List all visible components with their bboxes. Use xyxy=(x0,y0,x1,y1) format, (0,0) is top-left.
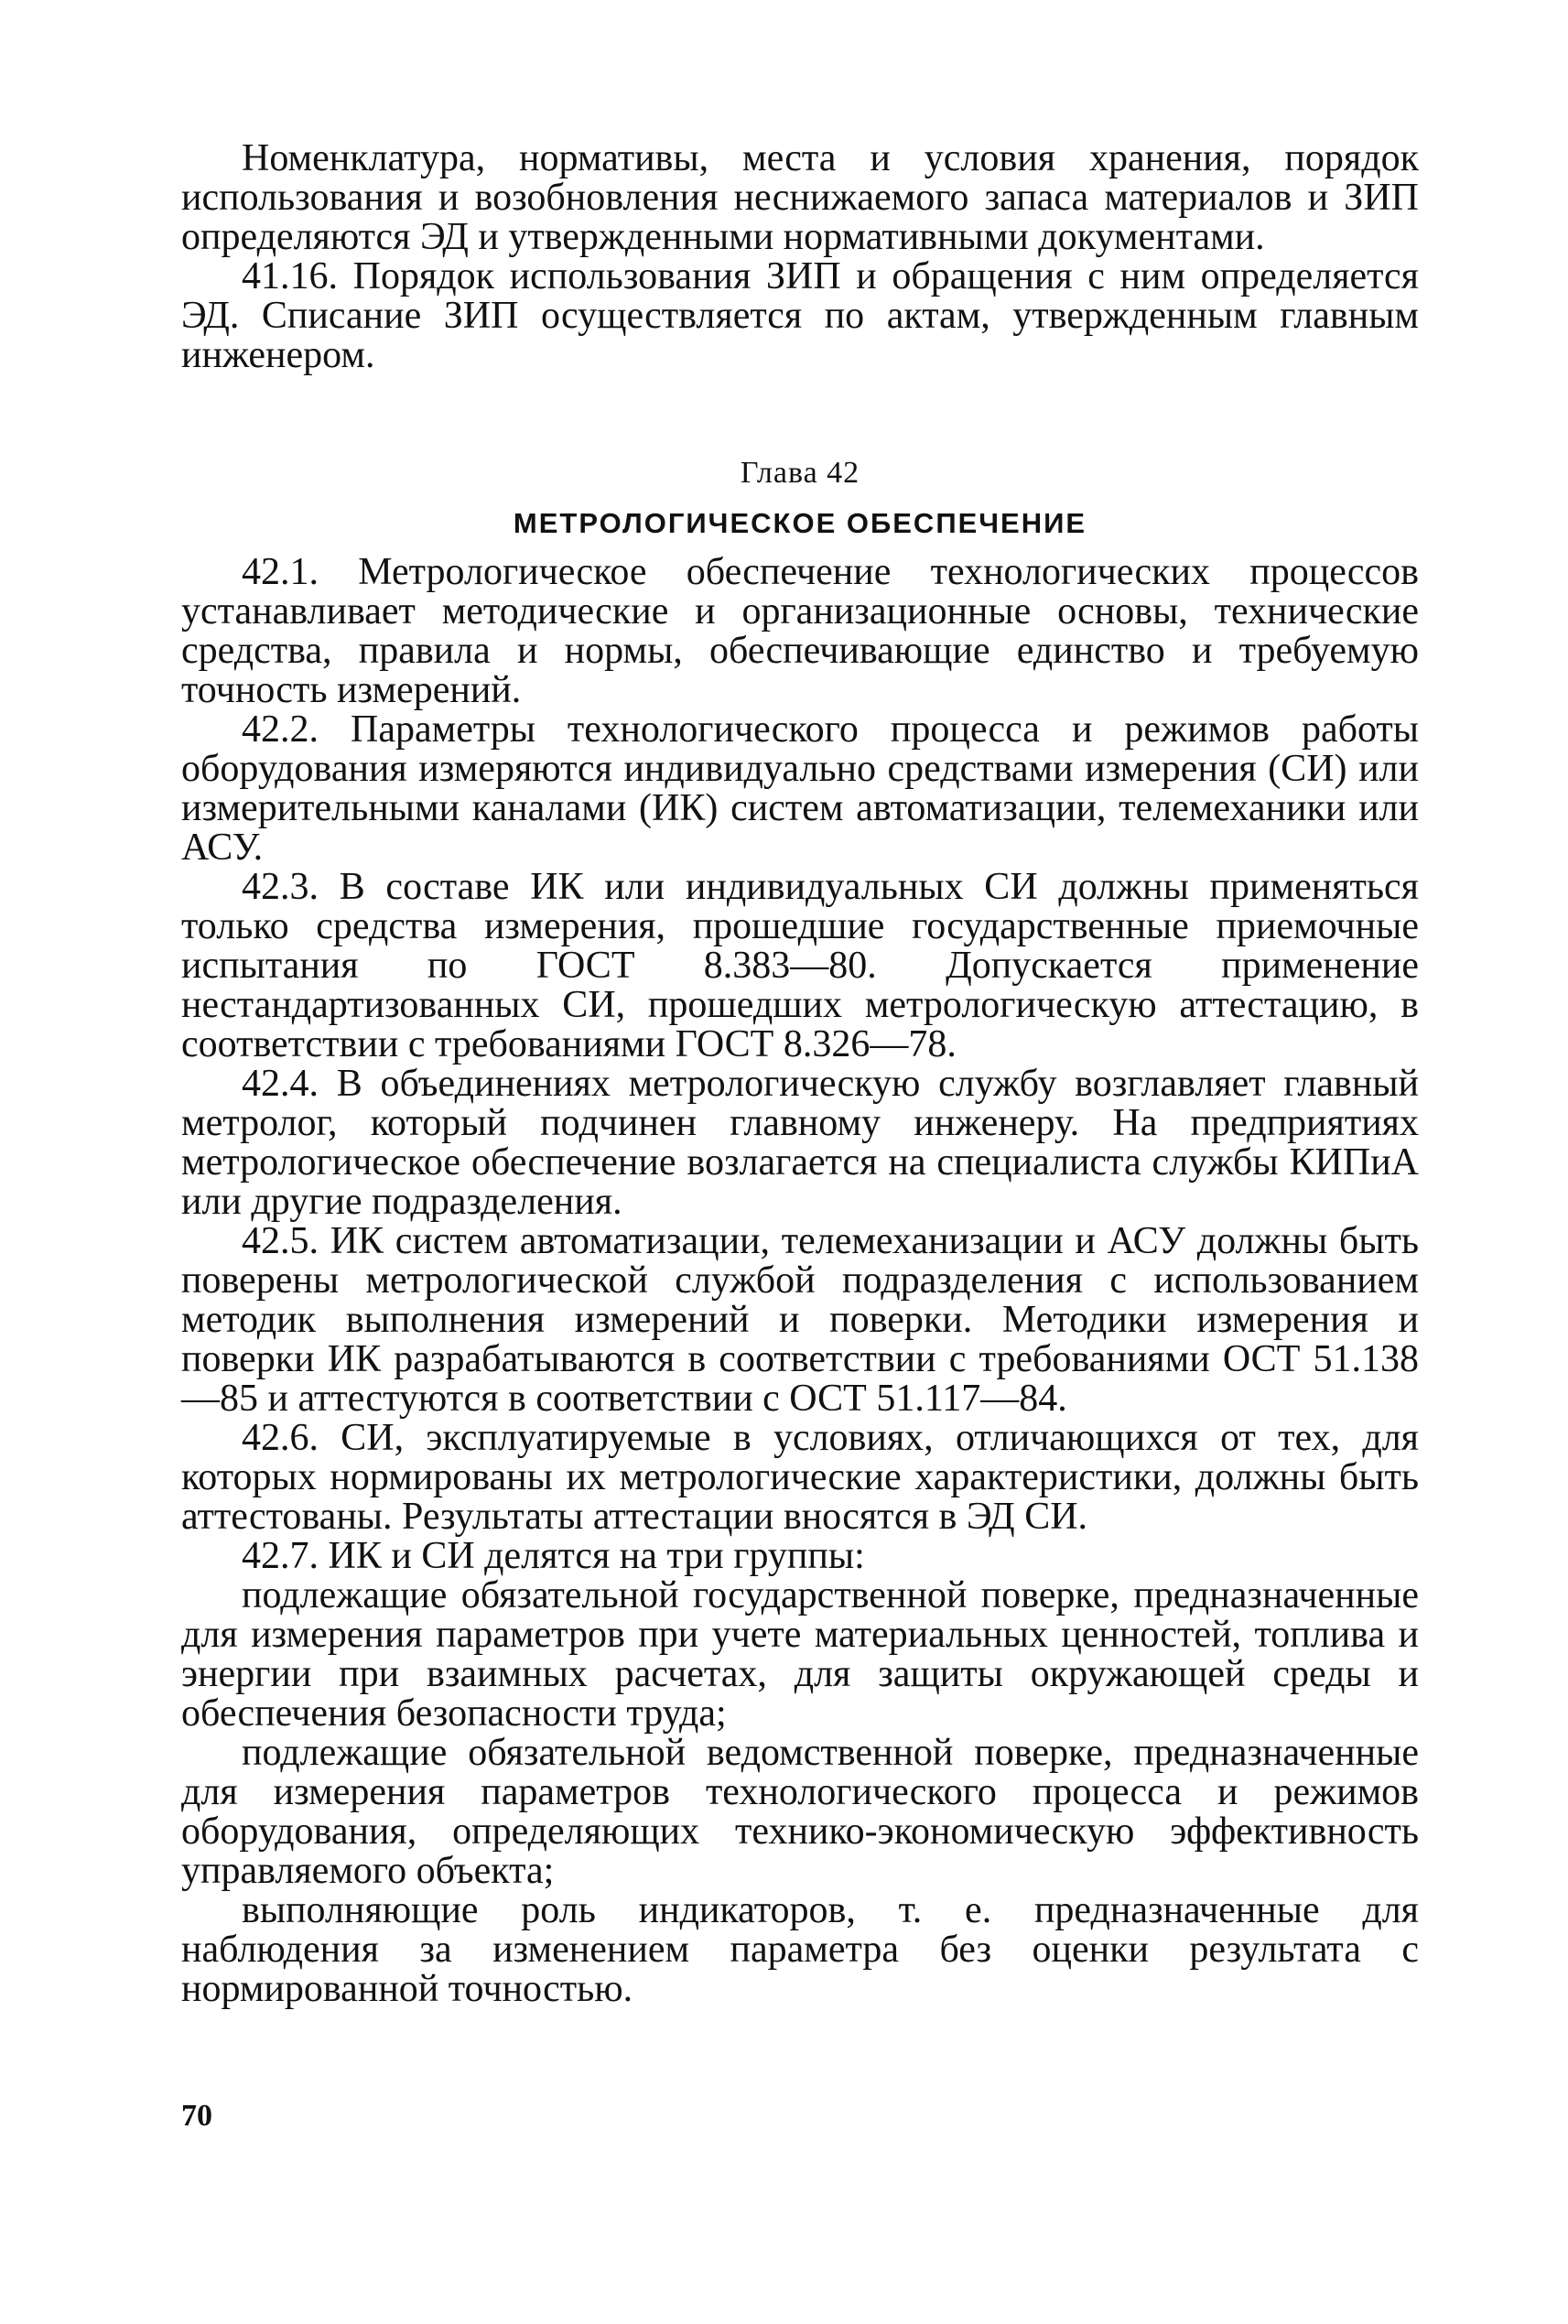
paragraph-41-16: 41.16. Порядок использования ЗИП и обращения с ним определяется ЭД. Списание ЗИП осуществляется по актам, утвержденным главным инженером. xyxy=(181,255,1419,376)
paragraph-42-4: 42.4. В объединениях метрологическую службу возглавляет главный метролог, который подчинен главному инженеру. На предприятиях метрологическое обеспечение возлагается на специалиста службы КИПиА или другие подразделения. xyxy=(181,1063,1419,1223)
page-number: 70 xyxy=(181,2099,212,2133)
chapter-label: Глава 42 xyxy=(740,456,860,490)
paragraph-nomenclature: Номенклатура, нормативы, места и условия хранения, порядок использования и возобновления неснижаемого запаса материалов и ЗИП определяются ЭД и утвержденными нормативными документами. xyxy=(181,137,1419,258)
paragraph-42-5: 42.5. ИК систем автоматизации, телемеханизации и АСУ должны быть поверены метрологической службой подразделения с использованием методик выполнения измерений и поверки. Методики измерения и поверки ИК разрабатываются в соответствии с требованиями ОСТ 51.138—85 и аттестуются в соответствии с ОСТ 51.117—84. xyxy=(181,1220,1419,1420)
chapter-title: МЕТРОЛОГИЧЕСКОЕ ОБЕСПЕЧЕНИЕ xyxy=(513,507,1087,539)
paragraph-42-1: 42.1. Метрологическое обеспечение технологических процессов устанавливает методические и организационные основы, технические средства, правила и нормы, обеспечивающие единство и требуемую точность измерений. xyxy=(181,551,1419,711)
paragraph-42-2: 42.2. Параметры технологического процесса и режимов работы оборудования измеряются индивидуально средствами измерения (СИ) или измерительными каналами (ИК) систем автоматизации, телемеханики или АСУ. xyxy=(181,708,1419,869)
paragraph-42-7: 42.7. ИК и СИ делятся на три группы: xyxy=(242,1535,865,1577)
list-item-indicators: выполняющие роль индикаторов, т. е. предназначенные для наблюдения за изменением параметра без оценки результата с нормированной точностью. xyxy=(181,1889,1419,2010)
list-item-departmental-verification: подлежащие обязательной ведомственной поверке, предназначенные для измерения параметров технологического процесса и режимов оборудования, определяющих технико-экономическую эффективность управляемого объекта; xyxy=(181,1732,1419,1892)
chapter-body xyxy=(181,553,1419,2009)
list-item-state-verification: подлежащие обязательной государственной поверке, предназначенные для измерения параметров при учете материальных ценностей, топлива и энергии при взаимных расчетах, для защиты окружающей среды и обеспечения безопасности труда; xyxy=(181,1574,1419,1735)
top-paragraphs xyxy=(181,139,1419,375)
paragraph-42-6: 42.6. СИ, эксплуатируемые в условиях, отличающихся от тех, для которых нормированы их метрологические характеристики, должны быть аттестованы. Результаты аттестации вносятся в ЭД СИ. xyxy=(181,1417,1419,1538)
paragraph-42-3: 42.3. В составе ИК или индивидуальных СИ должны применяться только средства измерения, прошедшие государственные приемочные испытания по ГОСТ 8.383—80. Допускается применение нестандартизованных СИ, прошедших метрологическую аттестацию, в соответствии с требованиями ГОСТ 8.326—78. xyxy=(181,866,1419,1065)
